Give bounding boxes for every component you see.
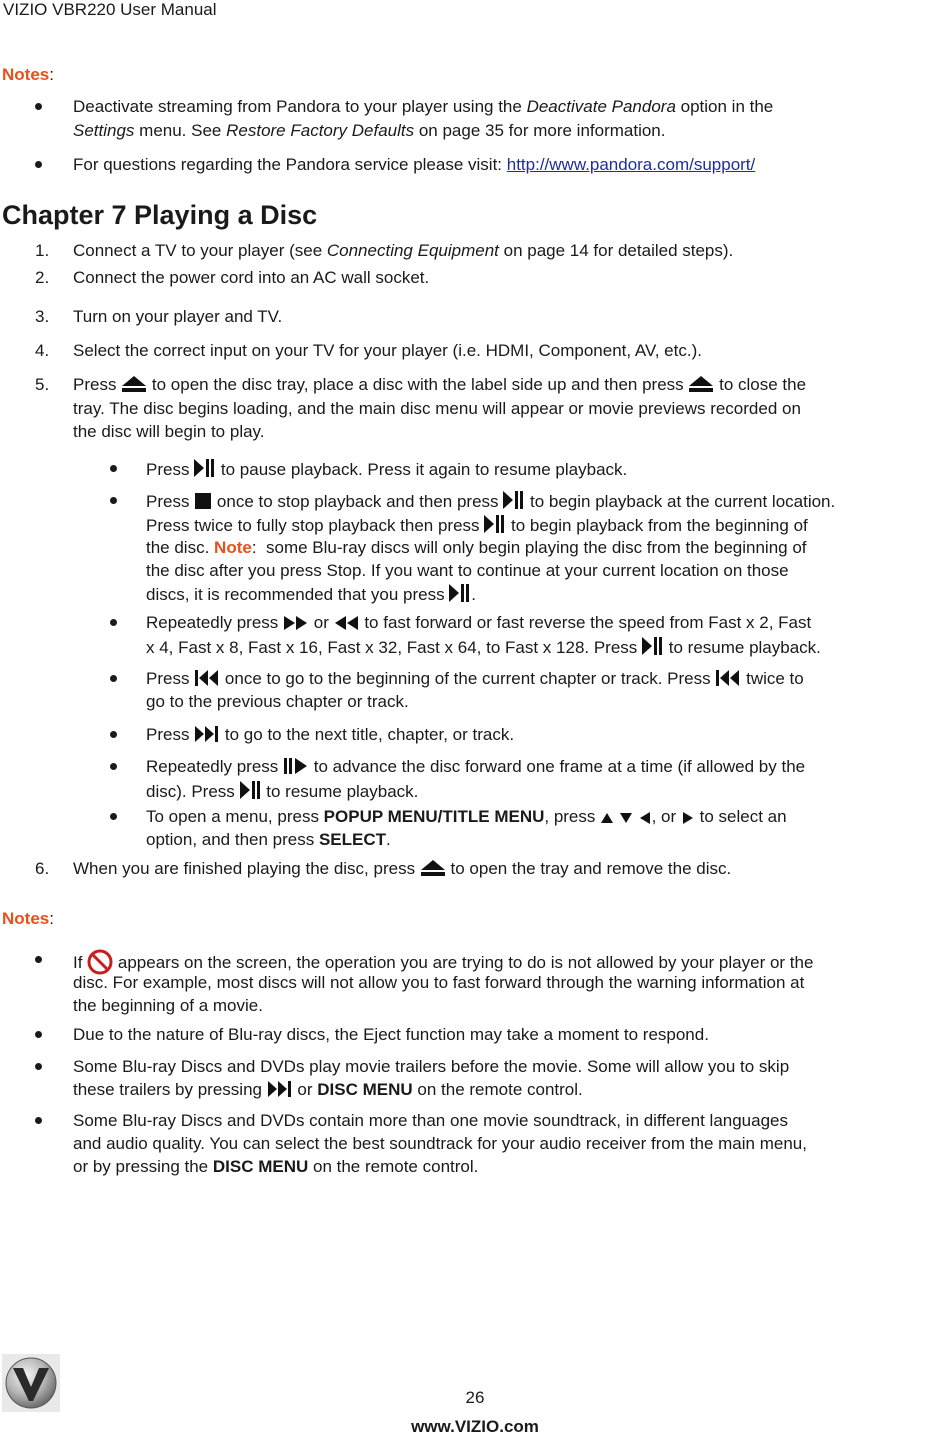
frame-advance-icon	[283, 757, 309, 775]
sub-item-cont: the disc after you press Stop. If you want to continue at your current location on those	[146, 561, 789, 580]
step-text: Press to open the disc tray, place a disc with the label side up and then press to close the	[73, 375, 807, 394]
step-number: 1.	[35, 241, 50, 260]
up-arrow-icon	[600, 811, 614, 825]
bullet	[110, 813, 117, 820]
step-number: 3.	[35, 307, 50, 326]
play-pause-icon	[449, 583, 471, 603]
step-number: 5.	[35, 375, 50, 394]
rewind-icon	[334, 615, 360, 631]
step-number: 2.	[35, 268, 50, 287]
previous-icon	[194, 669, 220, 687]
play-pause-icon	[484, 514, 506, 534]
note-item-cont: the beginning of a movie.	[73, 996, 263, 1015]
bullet	[35, 103, 42, 110]
footer-url[interactable]: www.VIZIO.com	[411, 1417, 539, 1436]
sub-item: Press to go to the next title, chapter, or track.	[146, 725, 515, 744]
sub-item: Press once to stop playback and then press to begin playback at the current location.	[146, 492, 836, 511]
step-text: Select the correct input on your TV for your player (i.e. HDMI, Component, AV, etc.).	[73, 341, 702, 360]
chapter-title: Chapter 7 Playing a Disc	[2, 200, 318, 230]
sub-item-cont: go to the previous chapter or track.	[146, 692, 409, 711]
sub-item-cont: Press twice to fully stop playback then press to begin playback from the beginning of	[146, 516, 808, 535]
step-text: When you are finished playing the disc, press to open the tray and remove the disc.	[73, 859, 732, 878]
next-icon	[194, 725, 220, 743]
step-text: Connect a TV to your player (see Connecting Equipment on page 14 for detailed steps).	[73, 241, 734, 260]
note-item: Some Blu-ray Discs and DVDs play movie trailers before the movie. Some will allow you to skip	[73, 1057, 790, 1076]
sub-item: Press to pause playback. Press it again to resume playback.	[146, 460, 628, 479]
right-arrow-icon	[681, 811, 695, 825]
bullet	[35, 1117, 42, 1124]
note-item: Due to the nature of Blu-ray discs, the Eject function may take a moment to respond.	[73, 1025, 709, 1044]
sub-item-cont: x 4, Fast x 8, Fast x 16, Fast x 32, Fast x 64, to Fast x 128. Press to resume playback.	[146, 638, 821, 657]
sub-item-cont: option, and then press SELECT.	[146, 830, 391, 849]
fast-forward-icon	[283, 615, 309, 631]
bullet	[35, 1063, 42, 1070]
note-item-cont: disc. For example, most discs will not allow you to fast forward through the warning information at	[73, 973, 805, 992]
eject-icon	[420, 859, 446, 877]
previous-icon	[715, 669, 741, 687]
bullet	[35, 161, 42, 168]
bullet	[110, 497, 117, 504]
step-text: Connect the power cord into an AC wall socket.	[73, 268, 430, 287]
bullet	[35, 1031, 42, 1038]
sub-item-cont: the disc. Note: some Blu-ray discs will only begin playing the disc from the beginning of	[146, 538, 807, 557]
note-item-cont: Settings menu. See Restore Factory Defaults on page 35 for more information.	[73, 121, 666, 140]
note-item: Deactivate streaming from Pandora to your player using the Deactivate Pandora option in the	[73, 97, 774, 116]
sub-item-cont: disc). Press to resume playback.	[146, 782, 419, 801]
sub-item: Repeatedly press to advance the disc forward one frame at a time (if allowed by the	[146, 757, 806, 776]
step-text-cont: the disc will begin to play.	[73, 422, 265, 441]
stop-icon	[194, 492, 212, 510]
note-item-cont: and audio quality. You can select the best soundtrack for your audio receiver from the main menu,	[73, 1134, 807, 1153]
step-text-cont: tray. The disc begins loading, and the main disc menu will appear or movie previews recorded on	[73, 399, 801, 418]
bullet	[110, 675, 117, 682]
page-number: 26	[465, 1388, 485, 1407]
play-pause-icon	[194, 458, 216, 478]
play-pause-icon	[503, 490, 525, 510]
play-pause-icon	[642, 636, 664, 656]
note-item-cont: or by pressing the DISC MENU on the remote control.	[73, 1157, 479, 1176]
bullet	[110, 619, 117, 626]
sub-item: Press once to go to the beginning of the current chapter or track. Press twice to	[146, 669, 804, 688]
step-number: 6.	[35, 859, 50, 878]
next-icon	[267, 1080, 293, 1098]
bullet	[110, 465, 117, 472]
page-header: VIZIO VBR220 User Manual	[3, 0, 217, 19]
sub-item: To open a menu, press POPUP MENU/TITLE MENU, press , or to select an	[146, 807, 787, 826]
pandora-support-link[interactable]: http://www.pandora.com/support/	[506, 155, 756, 174]
sub-item-cont: discs, it is recommended that you press .	[146, 585, 477, 604]
step-number: 4.	[35, 341, 50, 360]
down-arrow-icon	[619, 811, 633, 825]
note-item: For questions regarding the Pandora service please visit: http://www.pandora.com/support/	[73, 155, 756, 174]
note-item-cont: these trailers by pressing or DISC MENU on the remote control.	[73, 1080, 583, 1099]
sub-item: Repeatedly press or to fast forward or fast reverse the speed from Fast x 2, Fast	[146, 613, 812, 632]
bullet	[110, 763, 117, 770]
notes-heading: Notes:	[2, 65, 54, 84]
eject-icon	[688, 375, 714, 393]
bullet	[110, 731, 117, 738]
note-item: Some Blu-ray Discs and DVDs contain more than one movie soundtrack, in different languages	[73, 1111, 789, 1130]
bullet	[35, 956, 42, 963]
left-arrow-icon	[638, 811, 652, 825]
step-text: Turn on your player and TV.	[73, 307, 283, 326]
eject-icon	[121, 375, 147, 393]
notes-heading: Notes:	[2, 909, 54, 928]
note-item: If appears on the screen, the operation you are trying to do is not allowed by your player or the	[73, 949, 813, 975]
play-pause-icon	[240, 780, 262, 800]
